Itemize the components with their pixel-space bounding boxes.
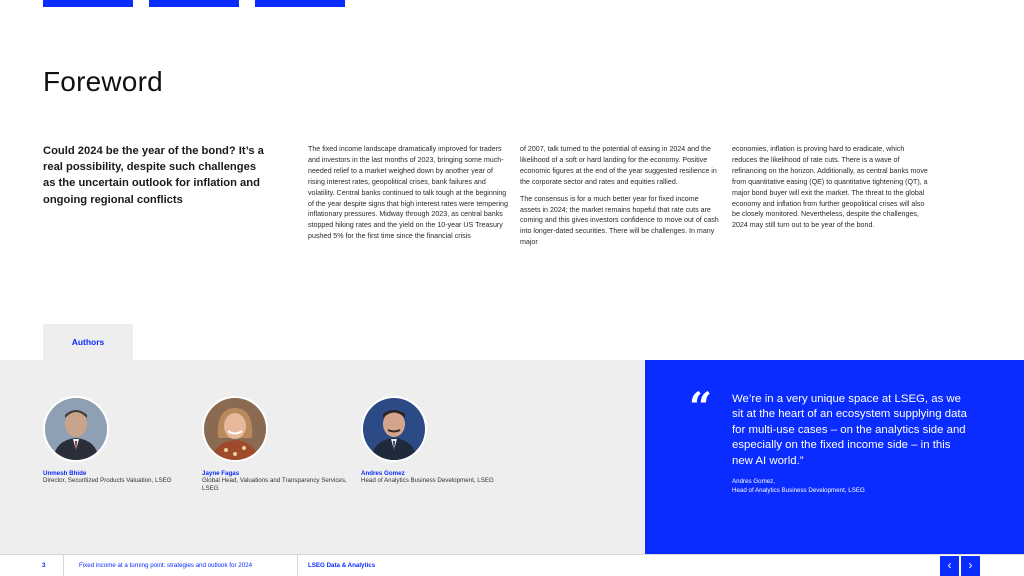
chevron-left-icon: ‹ (947, 558, 952, 572)
quote-attribution (732, 478, 865, 495)
body-paragraph: of 2007, talk turned to the potential of easing in 2024 and the likelihood of a soft or hard landing for the economy. Positive economic figures at the end of the year suggested resilience in the corporate sector and rates and equities rallied. (520, 145, 717, 186)
author-name: Jayne Fagas (202, 470, 240, 477)
author-card (361, 396, 511, 485)
footer-divider (63, 555, 64, 576)
quote-author-role: Head of Analytics Business Development, LSEG (732, 486, 865, 494)
body-column-1 (308, 144, 508, 242)
quote-text: We’re in a very unique space at LSEG, as we sit at the heart of an ecosystem supplying data for multi-use cases – on the analytics side and especially on the fixed income side – in this new AI world.” (732, 393, 967, 467)
body-paragraph: The fixed income landscape dramatically improved for traders and investors in the last months of 2023, bringing some much-needed relief to a market weighed down by another year of rising interest rates, geopolitical crises, bank failures and volatility. Central banks continued to talk tough at the beginning of the year despite signs that high interest rates were tempering inflationary pressures. Midway through 2023, as central banks stopped hiking rates and the yield on the 10-year US Treasury pushed 5% for the first time since the financial crisis (308, 145, 508, 241)
body-paragraph: The consensus is for a much better year for fixed income assets in 2024; the market remains hopeful that rate cuts are coming and this gives investors confidence to move out of cash into longer-dated securities. There will be challenges. In many major (520, 194, 719, 247)
top-nav-tab-2[interactable] (149, 0, 239, 7)
quote-panel (645, 360, 1024, 554)
author-role: Head of Analytics Business Development, LSEG (361, 477, 494, 484)
body-column-3 (732, 144, 930, 231)
author-name: Unmesh Bhide (43, 470, 87, 477)
avatar (202, 396, 268, 462)
author-card (43, 396, 193, 485)
avatar (43, 396, 109, 462)
authors-panel (0, 360, 645, 554)
author-role: Global Head, Valuations and Transparency Services, LSEG (202, 477, 347, 493)
top-nav-tab-1[interactable] (43, 0, 133, 7)
quote-mark-icon: “ (689, 384, 713, 431)
top-nav-tab-3[interactable] (255, 0, 345, 7)
lead-paragraph: Could 2024 be the year of the bond? It’s a real possibility, despite such challenges as the uncertain outlook for inflation and ongoing regional conflicts (43, 145, 264, 206)
page-title: Foreword (43, 66, 163, 97)
author-role: Director, Securitized Products Valuation, LSEG (43, 477, 172, 484)
body-paragraph: economies, inflation is proving hard to eradicate, which reduces the likelihood of rate cuts. There is a wave of refinancing on the horizon. Additionally, as central banks move from quantitative easing (QE) to quantitative tightening (QT), a major bond buyer will exit the market. The threat to the global economy and inflation from further geopolitical crises will also be closely monitored. Nevertheless, despite the challenges, 2024 may still turn out to be year of the bond. (732, 145, 928, 230)
footer-brand[interactable]: LSEG Data & Analytics (308, 562, 376, 569)
previous-page-button[interactable] (940, 556, 959, 576)
chevron-right-icon: › (968, 558, 973, 572)
authors-tab[interactable]: Authors (43, 324, 133, 360)
next-page-button[interactable] (961, 556, 980, 576)
body-column-2 (520, 144, 720, 248)
footer-document-title[interactable]: Fixed income at a turning point: strategies and outlook for 2024 (79, 562, 253, 569)
avatar (361, 396, 427, 462)
page-number: 3 (42, 562, 46, 569)
footer (0, 554, 1024, 576)
author-card (202, 396, 352, 494)
author-name: Andres Gomez (361, 470, 405, 477)
footer-divider (297, 555, 298, 576)
quote-author-name: Andres Gomez, (732, 478, 775, 485)
